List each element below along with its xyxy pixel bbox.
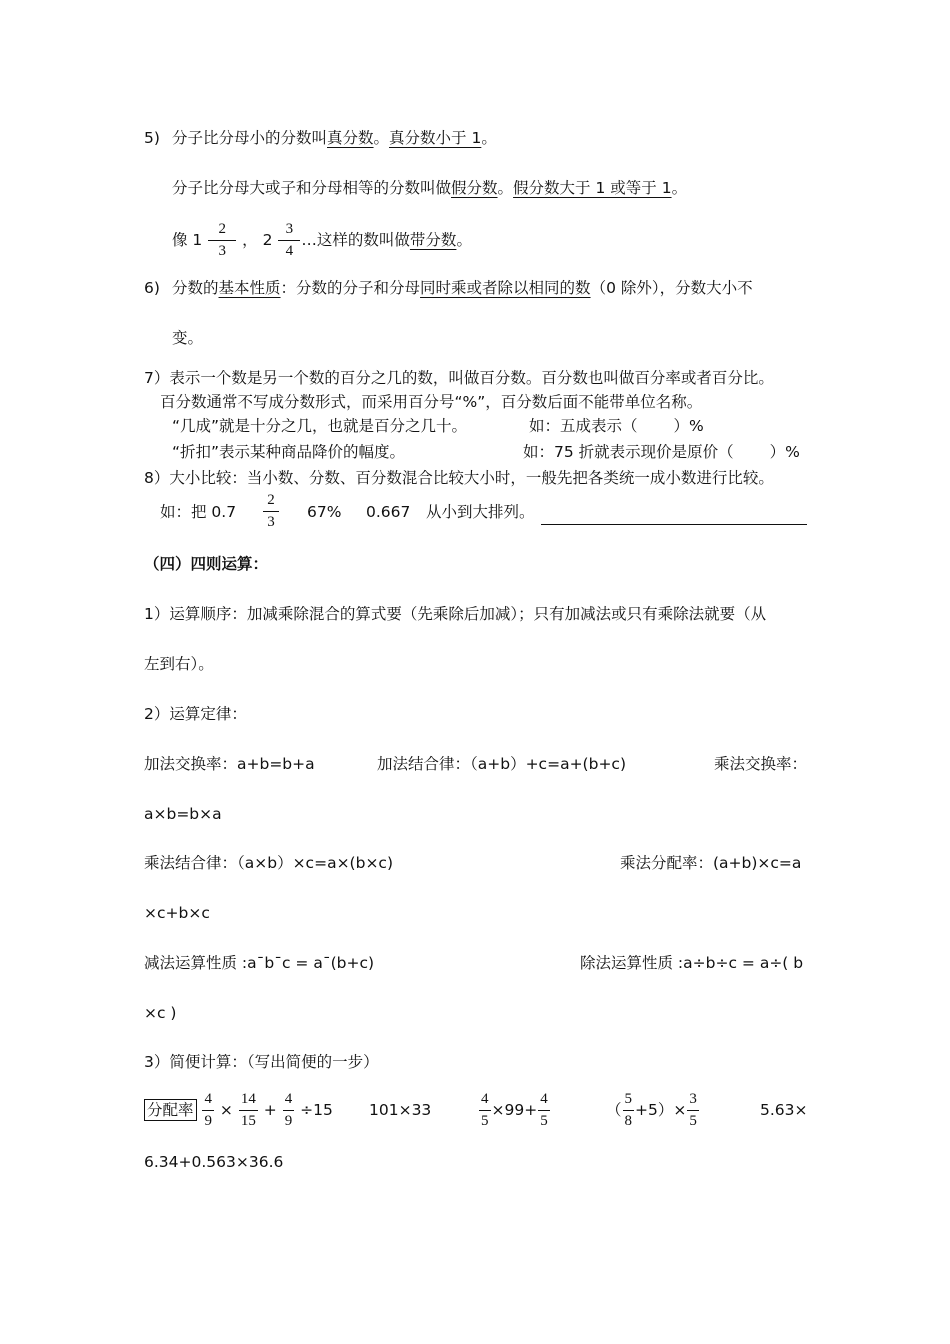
fraction [623, 1092, 635, 1129]
item-7-line-3a: “几成”就是十分之几，也就是百分之几十。 [172, 417, 468, 435]
open-paren: （ [606, 1101, 622, 1119]
item-7-line-2: 百分数通常不写成分数形式，而采用百分号“%”，百分数后面不能带单位名称。 [160, 393, 703, 411]
law-addition-associative: 加法结合律：（a+b）+c=a+(b+c) [377, 755, 626, 773]
improper-fraction-definition: 假分数大于 1 或等于 1 [513, 179, 672, 197]
expression-3 [478, 1090, 551, 1130]
item-7-line-3b [529, 415, 704, 437]
denominator: 15 [240, 1113, 256, 1129]
expression-4 [606, 1090, 700, 1130]
distributive-label-box: 分配率 [144, 1099, 197, 1121]
item-5-line-1 [172, 127, 497, 149]
item-8-line-1: 8）大小比较：当小数、分数、百分数混合比较大小时，一般先把各类统一成小数进行比较。 [144, 469, 774, 487]
law-multiplication-commutative-label: 乘法交换率： [714, 755, 808, 773]
item-5-number: 5) [144, 129, 160, 147]
text: 分子比分母小的分数叫 [172, 129, 328, 147]
operator: + [263, 1101, 277, 1119]
numerator: 3 [278, 222, 300, 241]
term-mixed-number: 带分数 [409, 231, 457, 249]
law-distributive-continued: ×c+b×c [144, 904, 210, 922]
expression-middle: ×99+ [491, 1101, 538, 1119]
text: 。 [373, 129, 390, 147]
denominator: 5 [689, 1113, 697, 1129]
law-division-property: 除法运算性质 :a÷b÷c = a÷( b [580, 954, 804, 972]
numerator: 5 [623, 1092, 635, 1111]
item-8-fraction [262, 493, 280, 530]
item-5-line-3 [172, 222, 472, 259]
fraction [687, 1092, 699, 1129]
fraction [263, 493, 279, 530]
numerator: 2 [263, 493, 279, 512]
text: 。 [497, 179, 514, 197]
term-improper-fraction: 假分数 [451, 179, 498, 197]
text: ）% [673, 417, 704, 435]
denominator: 9 [284, 1113, 293, 1129]
text: 像 1 [172, 231, 203, 249]
proper-fraction-definition: 真分数小于 1 [389, 129, 482, 147]
item-7-line-4a: “折扣”表示某种商品降价的幅度。 [172, 443, 406, 461]
numerator: 2 [208, 222, 236, 241]
denominator: 5 [481, 1113, 489, 1129]
answer-line[interactable] [541, 524, 807, 525]
text: ）% [769, 443, 800, 461]
law-subtraction-property: 减法运算性质 :a¯b¯c = a¯(b+c) [144, 954, 375, 972]
basic-property-rule: 同时乘或者除以相同的数 [420, 279, 591, 297]
text: 分数的 [172, 279, 219, 297]
numerator: 4 [479, 1092, 491, 1111]
law-addition-commutative: 加法交换率：a+b=b+a [144, 755, 315, 773]
text: 分子比分母大或子和分母相等的分数叫做 [172, 179, 452, 197]
text: 如：75 折就表示现价是原价（ [523, 443, 734, 461]
fraction [479, 1092, 491, 1129]
text: 。 [456, 231, 472, 249]
item-7-line-1: 7）表示一个数是另一个数的百分之几的数，叫做百分数。百分数也叫做百分率或者百分比。 [144, 369, 774, 387]
item-5-line-2 [172, 177, 687, 199]
text: 。 [481, 129, 497, 147]
expression-1 [144, 1090, 333, 1130]
term-basic-property: 基本性质 [218, 279, 281, 297]
fraction [202, 1092, 214, 1129]
numerator: 4 [283, 1092, 295, 1111]
item-8-instruction: 从小到大排列。 [426, 503, 535, 521]
denominator: 3 [218, 243, 226, 259]
fraction [208, 222, 236, 259]
expression-tail: ÷15 [300, 1101, 333, 1119]
simple-calculation-heading: 3）简便计算：（写出简便的一步） [144, 1053, 379, 1071]
expression-2: 101×33 [369, 1101, 432, 1119]
numerator: 4 [202, 1092, 214, 1111]
expression-middle: +5）× [635, 1101, 687, 1119]
item-8-decimal: 0.667 [366, 503, 411, 521]
text: （0 除外），分数大小不 [590, 279, 753, 297]
item-7-line-4b [523, 441, 800, 463]
operation-laws-heading: 2）运算定律： [144, 705, 247, 723]
item-6-line-1 [172, 277, 753, 299]
fraction [283, 1092, 295, 1129]
denominator: 9 [204, 1113, 212, 1129]
text: ， 2 [242, 231, 273, 249]
expression-5-start: 5.63× [760, 1101, 808, 1119]
item-6-line-2: 变。 [172, 329, 204, 347]
item-8-percent: 67% [307, 503, 342, 521]
text: …这样的数叫做 [301, 231, 410, 249]
item-8-line-2a: 如：把 0.7 [160, 503, 237, 521]
numerator: 14 [239, 1092, 258, 1111]
term-proper-fraction: 真分数 [327, 129, 374, 147]
law-division-property-continued: ×c ) [144, 1004, 177, 1022]
denominator: 8 [624, 1113, 633, 1129]
law-multiplication-commutative-formula: a×b=b×a [144, 805, 222, 823]
law-multiplication-associative: 乘法结合律：（a×b）×c=a×(b×c) [144, 854, 393, 872]
law-distributive: 乘法分配率：(a+b)×c=a [620, 854, 802, 872]
text: ：分数的分子和分母 [280, 279, 421, 297]
operator: × [219, 1101, 233, 1119]
operation-order-line-2: 左到右）。 [144, 655, 214, 673]
numerator: 4 [538, 1092, 550, 1111]
operation-order-line-1: 1）运算顺序：加减乘除混合的算式要（先乘除后加减）；只有加减法或只有乘除法就要（从 [144, 605, 767, 623]
denominator: 5 [540, 1113, 548, 1129]
numerator: 3 [687, 1092, 699, 1111]
fraction [278, 222, 300, 259]
text: 如：五成表示（ [529, 417, 638, 435]
fraction [538, 1092, 550, 1129]
denominator: 4 [285, 243, 294, 259]
expression-5-end: 6.34+0.563×36.6 [144, 1153, 284, 1171]
denominator: 3 [267, 514, 275, 530]
text: 。 [671, 179, 688, 197]
section-four-title: （四）四则运算： [144, 555, 269, 573]
item-6-number: 6) [144, 279, 160, 297]
fraction [239, 1092, 258, 1129]
